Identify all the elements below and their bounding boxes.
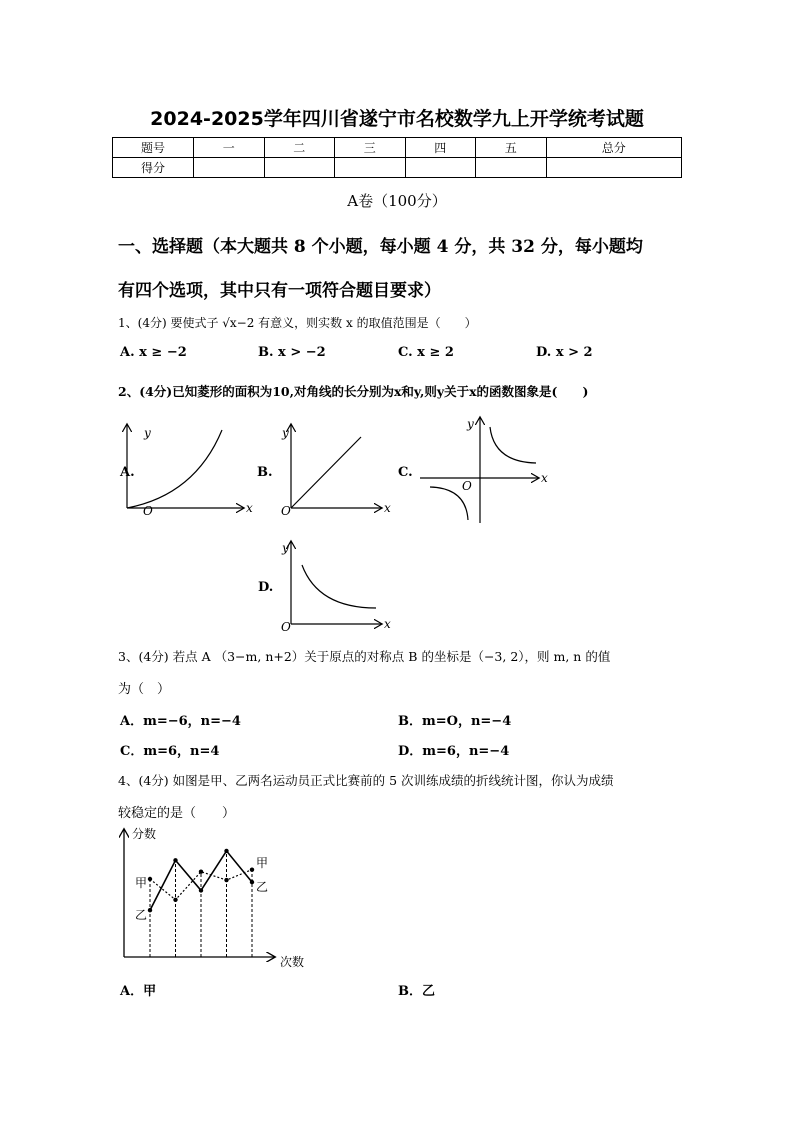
graph-c — [420, 418, 538, 523]
table-cell: 总分 — [546, 138, 682, 158]
table-cell: 一 — [194, 138, 265, 158]
q4-line-chart — [124, 826, 304, 969]
q3-option-d: D．m=6，n=−4 — [398, 744, 510, 759]
x-label: x — [384, 617, 391, 631]
y-label: y — [467, 417, 474, 431]
table-cell: 三 — [335, 138, 406, 158]
q3-option-b: B．m=O，n=−4 — [398, 714, 512, 729]
y-label: y — [282, 541, 289, 555]
table-cell: 五 — [476, 138, 547, 158]
y-label: y — [144, 426, 151, 440]
q3-stem-line2: 为（ ） — [118, 682, 171, 697]
section-heading-line2: 有四个选项，其中只有一项符合题目要求） — [118, 281, 441, 301]
q1-option-b: B. x > −2 — [258, 345, 326, 360]
table-cell: 题号 — [113, 138, 194, 158]
data-point — [199, 870, 203, 874]
series-label-start: 乙 — [135, 908, 148, 922]
q2-option-b: B. — [257, 465, 273, 480]
q3-stem-line1: 3、(4分) 若点 A （3−m, n+2）关于原点的对称点 B 的坐标是（−3, 2），则 m, n 的值 — [118, 649, 611, 664]
y-label: y — [282, 426, 289, 440]
data-point — [224, 849, 228, 853]
q2-option-c: C. — [398, 465, 413, 480]
q1-option-c: C. x ≥ 2 — [398, 345, 454, 360]
data-point — [224, 878, 228, 882]
data-point — [173, 858, 177, 862]
x-label: x — [246, 501, 253, 515]
curve — [302, 565, 376, 608]
q3-option-a: A．m=−6，n=−4 — [120, 714, 241, 729]
x-axis-label: 次数 — [280, 955, 305, 969]
graph-d — [291, 542, 381, 624]
series-label-start: 甲 — [135, 876, 148, 890]
section-heading-line1: 一、选择题（本大题共 8 个小题，每小题 4 分，共 32 分，每小题均 — [118, 237, 643, 257]
exam-title: 2024-2025学年四川省遂宁市名校数学九上开学统考试题 — [150, 108, 644, 130]
data-point — [250, 867, 254, 871]
q2-stem: 2、(4分)已知菱形的面积为10,对角线的长分别为x和y,则y关于x的函数图象是( ) — [118, 384, 589, 399]
curve-upper — [490, 427, 536, 463]
y-axis-label: 分数 — [132, 827, 157, 841]
q1-stem: 1、(4分) 要使式子 √x−2 有意义，则实数 x 的取值范围是（ ） — [118, 316, 477, 330]
q1-option-a: A. x ≥ −2 — [120, 345, 187, 360]
line — [291, 437, 361, 508]
table-cell: 二 — [264, 138, 335, 158]
data-point — [199, 888, 203, 892]
graph-b — [291, 425, 381, 508]
data-point — [250, 880, 254, 884]
series-label-end: 甲 — [256, 856, 269, 870]
data-point — [148, 908, 152, 912]
q4-option-b: B．乙 — [398, 984, 435, 999]
origin-label: O — [143, 504, 153, 518]
origin-label: O — [281, 504, 291, 518]
q2-option-a: A. — [120, 465, 135, 480]
data-point — [173, 898, 177, 902]
q4-stem-line1: 4、(4分) 如图是甲、乙两名运动员正式比赛前的 5 次训练成绩的折线统计图，你认为成绩 — [118, 773, 614, 788]
data-point — [148, 877, 152, 881]
q2-option-d: D. — [258, 580, 274, 595]
x-label: x — [541, 471, 548, 485]
series-label-end: 乙 — [256, 880, 269, 894]
table-cell: 四 — [405, 138, 476, 158]
curve — [127, 430, 222, 508]
q3-option-c: C．m=6，n=4 — [120, 744, 220, 759]
x-label: x — [384, 501, 391, 515]
origin-label: O — [281, 620, 291, 634]
q4-option-a: A．甲 — [120, 984, 157, 999]
volume-heading: A卷（100分） — [347, 192, 447, 210]
q1-option-d: D. x > 2 — [536, 345, 593, 360]
q4-stem-line2: 较稳定的是（ ） — [118, 806, 236, 821]
origin-label: O — [462, 479, 472, 493]
table-cell: 得分 — [113, 158, 194, 178]
